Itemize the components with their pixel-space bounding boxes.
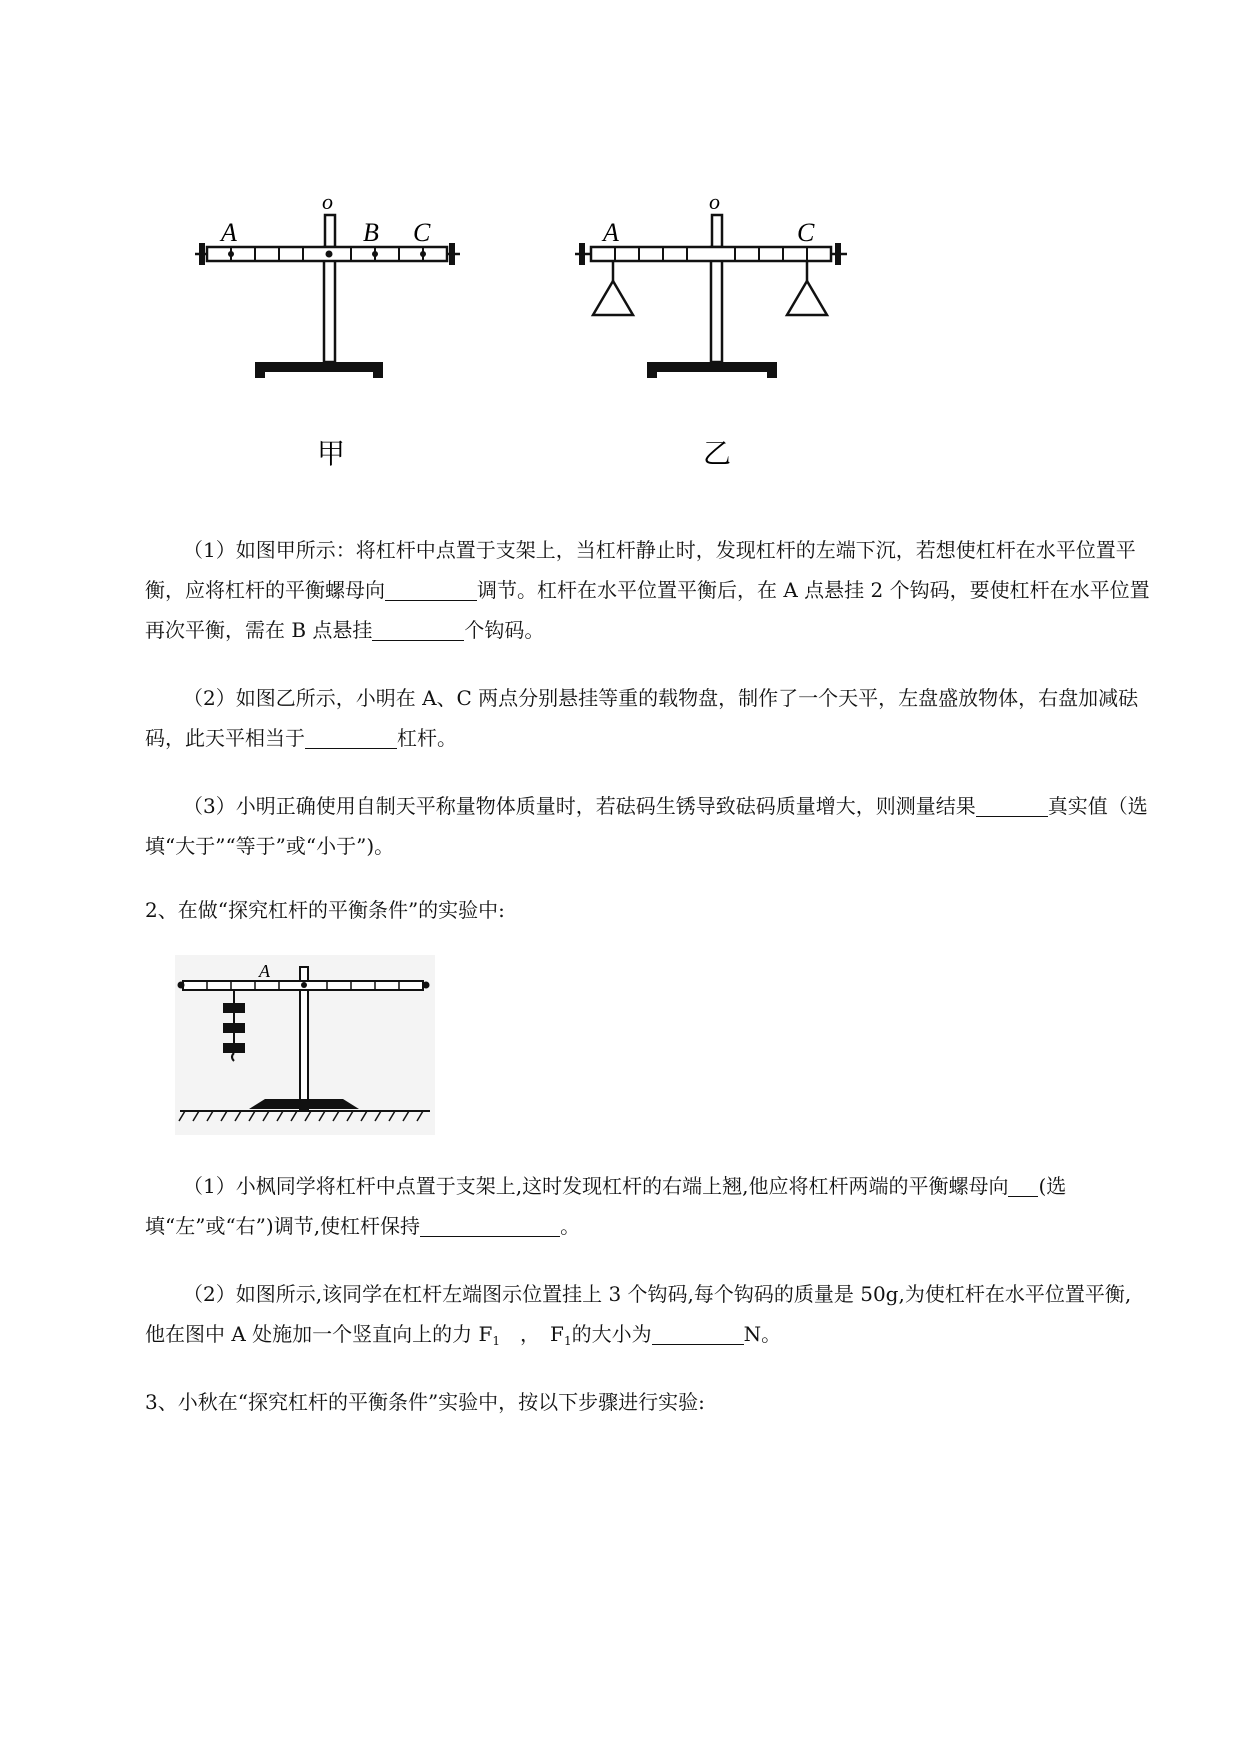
q2-part2-text-1: （2）如图所示,该同学在杠杆左端图示位置挂上 3 个钩码,每个钩码的质量是 50g,为使杠杆在水平位置平衡,他在图中 A 处施加一个竖直向上的力 F (145, 1282, 1132, 1346)
caption-yi: 乙 (703, 437, 732, 470)
q2-part1-text-1: （1）小枫同学将杠杆中点置于支架上,这时发现杠杆的右端上翘,他应将杠杆两端的平衡螺母向 (183, 1174, 1009, 1198)
label-a: A (259, 961, 270, 981)
label-b: B (363, 218, 379, 247)
q1-part1-text-3: 个钩码。 (464, 618, 545, 642)
q2-heading: 2、在做“探究杠杆的平衡条件”的实验中: (145, 898, 505, 922)
q2-part1-text-2: (选填“左”或“右”)调节,使杠杆保持 (145, 1174, 1067, 1238)
label-c: C (413, 218, 431, 247)
label-o: o (709, 189, 720, 214)
q1-part2-text-1: （2）如图乙所示，小明在 A、C 两点分别悬挂等重的载物盘，制作了一个天平，左盘盛放物体，右盘加减砝码，此天平相当于 (145, 686, 1139, 750)
answer-blank[interactable] (420, 1214, 560, 1237)
label-c: C (797, 218, 815, 247)
caption-jia: 甲 (317, 437, 346, 470)
subscript: 1 (563, 1334, 572, 1348)
q3-heading: 3、小秋在“探究杠杆的平衡条件”实验中，按以下步骤进行实验: (145, 1390, 705, 1414)
answer-blank[interactable] (385, 578, 477, 601)
q2-part1 (145, 1166, 1150, 1246)
q2-part2 (145, 1274, 1150, 1361)
answer-blank[interactable] (1008, 1174, 1038, 1197)
q1-part3-text-2: 真实值（选填“大于”“等于”或“小于”)。 (145, 794, 1148, 858)
q1-part1 (145, 530, 1150, 650)
figure-lever-hooks (175, 955, 435, 1135)
figure-lever-yi (565, 185, 885, 475)
q1-part1-text-1: （1）如图甲所示：将杠杆中点置于支架上，当杠杆静止时，发现杠杆的左端下沉，若想使杠杆在水平位置平衡，应将杠杆的平衡螺母向 (145, 538, 1136, 602)
q1-part1-text-2: 调节。杠杆在水平位置平衡后，在 A 点悬挂 2 个钩码，要使杠杆在水平位置再次平衡，需在 B 点悬挂 (145, 578, 1150, 642)
answer-blank[interactable] (976, 794, 1048, 817)
subscript: 1 (492, 1334, 501, 1348)
q2-part2-text-3: 的大小为 (571, 1322, 652, 1346)
q1-part3 (145, 786, 1150, 866)
answer-blank[interactable] (652, 1322, 744, 1345)
answer-blank[interactable] (372, 618, 464, 641)
q1-part2-text-2: 杠杆。 (397, 726, 457, 750)
q1-part2 (145, 678, 1150, 758)
q1-part3-text-1: （3）小明正确使用自制天平称量物体质量时，若砝码生锈导致砝码质量增大，则测量结果 (183, 794, 976, 818)
label-o: o (322, 189, 333, 214)
answer-blank[interactable] (305, 726, 397, 749)
figure-lever-jia (195, 185, 515, 475)
q2-part2-text-4: N。 (743, 1322, 782, 1346)
q2-part2-text-2: ， F (500, 1322, 564, 1346)
q2-part1-text-3: 。 (560, 1214, 581, 1238)
label-a: A (603, 218, 619, 247)
label-a: A (221, 218, 237, 247)
